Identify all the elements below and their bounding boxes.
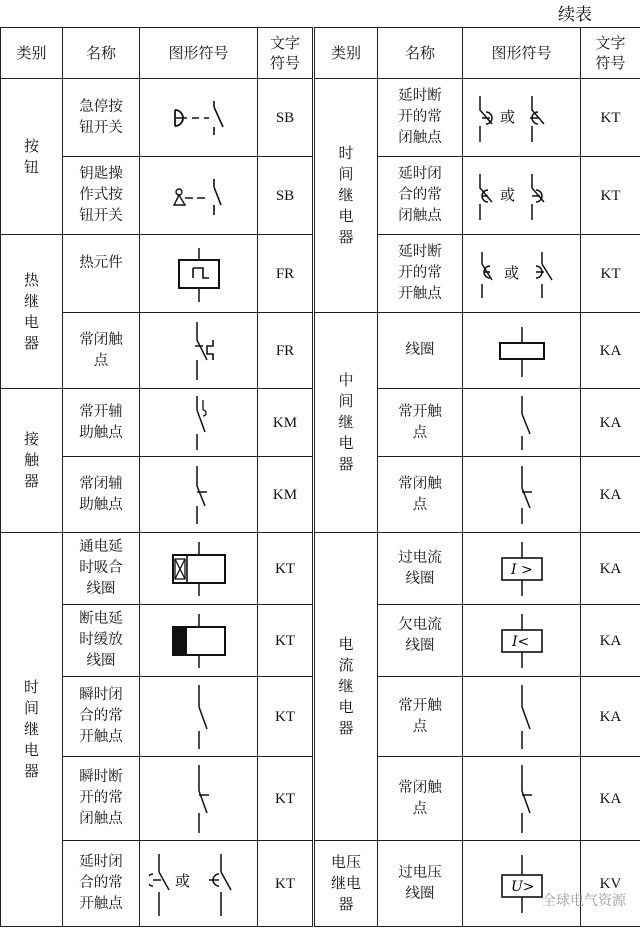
row-name: 常闭触 点 xyxy=(378,457,463,533)
category-middle-relay: 中 间 继 电 器 xyxy=(314,313,378,533)
current-no-contact-icon xyxy=(463,677,581,757)
row-code: KV xyxy=(581,841,640,927)
row-code: KA xyxy=(581,457,640,533)
overvoltage-label: U> xyxy=(510,878,535,895)
category-voltage-relay: 电压 继电 器 xyxy=(314,841,378,927)
row-name: 通电延 时吸合 线圈 xyxy=(63,533,140,605)
row-code: KT xyxy=(258,605,314,677)
row-code: FR xyxy=(258,313,314,389)
header-category: 类别 xyxy=(1,28,63,79)
header-symbol-right: 图形符号 xyxy=(463,28,581,79)
key-operated-button-icon xyxy=(140,157,258,235)
category-button: 按 钮 xyxy=(1,79,63,235)
table-row xyxy=(1,841,640,927)
row-code: KT xyxy=(581,235,640,313)
row-name: 常闭辅 助触点 xyxy=(63,457,140,533)
row-code: KA xyxy=(581,533,640,605)
row-name: 钥匙操 作式按 钮开关 xyxy=(63,157,140,235)
row-name: 急停按 钮开关 xyxy=(63,79,140,157)
delay-open-nc-contact-icon xyxy=(463,79,581,157)
category-time-right: 时 间 继 电 器 xyxy=(314,79,378,313)
category-thermal: 热 继 电 器 xyxy=(1,235,63,389)
emergency-stop-button-icon xyxy=(140,79,258,157)
delay-close-no-contact-icon xyxy=(140,841,258,927)
continued-label: 续表 xyxy=(558,5,592,25)
row-code: SB xyxy=(258,79,314,157)
row-name: 常开触 点 xyxy=(378,677,463,757)
row-code: KA xyxy=(581,757,640,841)
overvoltage-coil-icon xyxy=(463,841,581,927)
overcurrent-coil-icon xyxy=(463,533,581,605)
row-name: 延时断 开的常 开触点 xyxy=(378,235,463,313)
delay-open-no-contact-icon xyxy=(463,235,581,313)
category-current-relay: 电 流 继 电 器 xyxy=(314,533,378,841)
row-code: KA xyxy=(581,677,640,757)
row-code: FR xyxy=(258,235,314,313)
header-category-right: 类别 xyxy=(314,28,378,79)
or-label: 或 xyxy=(174,871,190,890)
header-code-line2-right: 符号 xyxy=(595,54,626,72)
row-name: 延时闭 合的常 开触点 xyxy=(63,841,140,927)
row-code: KT xyxy=(258,841,314,927)
row-code: SB xyxy=(258,157,314,235)
off-delay-coil-icon xyxy=(140,605,258,677)
current-nc-contact-icon xyxy=(463,757,581,841)
row-name: 欠电流 线圈 xyxy=(378,605,463,677)
or-label: 或 xyxy=(499,107,515,126)
watermark: 全球电气资源 xyxy=(542,893,626,909)
thermal-element-icon xyxy=(140,235,258,313)
table-row xyxy=(1,533,640,605)
header-code xyxy=(258,28,314,79)
instant-no-contact-icon xyxy=(140,677,258,757)
header-name-right: 名称 xyxy=(378,28,463,79)
undercurrent-coil-icon xyxy=(463,605,581,677)
row-code: KT xyxy=(581,79,640,157)
relay-coil-icon xyxy=(463,313,581,389)
or-label: 或 xyxy=(499,185,515,204)
row-name: 延时闭 合的常 闭触点 xyxy=(378,157,463,235)
row-name: 瞬时闭 合的常 开触点 xyxy=(63,677,140,757)
aux-nc-contact-icon xyxy=(140,457,258,533)
on-delay-coil-icon xyxy=(140,533,258,605)
row-name: 常开辅 助触点 xyxy=(63,389,140,457)
row-code: KT xyxy=(581,157,640,235)
nc-contact-icon xyxy=(463,457,581,533)
row-code: KM xyxy=(258,457,314,533)
table-row xyxy=(1,313,640,389)
row-code: KA xyxy=(581,389,640,457)
header-row xyxy=(1,28,640,79)
row-name: 常闭触 点 xyxy=(63,313,140,389)
row-name: 常开触 点 xyxy=(378,389,463,457)
row-code: KT xyxy=(258,677,314,757)
instant-nc-contact-icon xyxy=(140,757,258,841)
thermal-nc-contact-icon xyxy=(140,313,258,389)
row-name: 断电延 时缓放 线圈 xyxy=(63,605,140,677)
undercurrent-label: I< xyxy=(511,633,529,650)
table-row xyxy=(1,79,640,157)
category-time-relay: 时 间 继 电 器 xyxy=(1,533,63,927)
category-contactor: 接 触 器 xyxy=(1,389,63,533)
overcurrent-label: I > xyxy=(510,561,533,578)
row-code: KA xyxy=(581,605,640,677)
row-name: 延时断 开的常 闭触点 xyxy=(378,79,463,157)
row-name: 线圈 xyxy=(378,313,463,389)
row-name: 过电压 线圈 xyxy=(378,841,463,927)
no-contact-icon xyxy=(463,389,581,457)
electrical-symbol-table xyxy=(0,27,640,927)
row-code: KA xyxy=(581,313,640,389)
or-label: 或 xyxy=(503,263,519,282)
header-symbol: 图形符号 xyxy=(140,28,258,79)
header-name: 名称 xyxy=(63,28,140,79)
header-code-line1-right: 文字 xyxy=(595,34,626,52)
row-code: KT xyxy=(258,533,314,605)
aux-no-contact-icon xyxy=(140,389,258,457)
row-name: 热元件 xyxy=(63,235,140,313)
delay-close-nc-contact-icon xyxy=(463,157,581,235)
header-code-right xyxy=(581,28,640,79)
row-code: KT xyxy=(258,757,314,841)
row-name: 瞬时断 开的常 闭触点 xyxy=(63,757,140,841)
row-name: 过电流 线圈 xyxy=(378,533,463,605)
header-code-line1: 文字 xyxy=(269,34,300,52)
row-name: 常闭触 点 xyxy=(378,757,463,841)
row-code: KM xyxy=(258,389,314,457)
header-code-line2: 符号 xyxy=(269,54,300,72)
